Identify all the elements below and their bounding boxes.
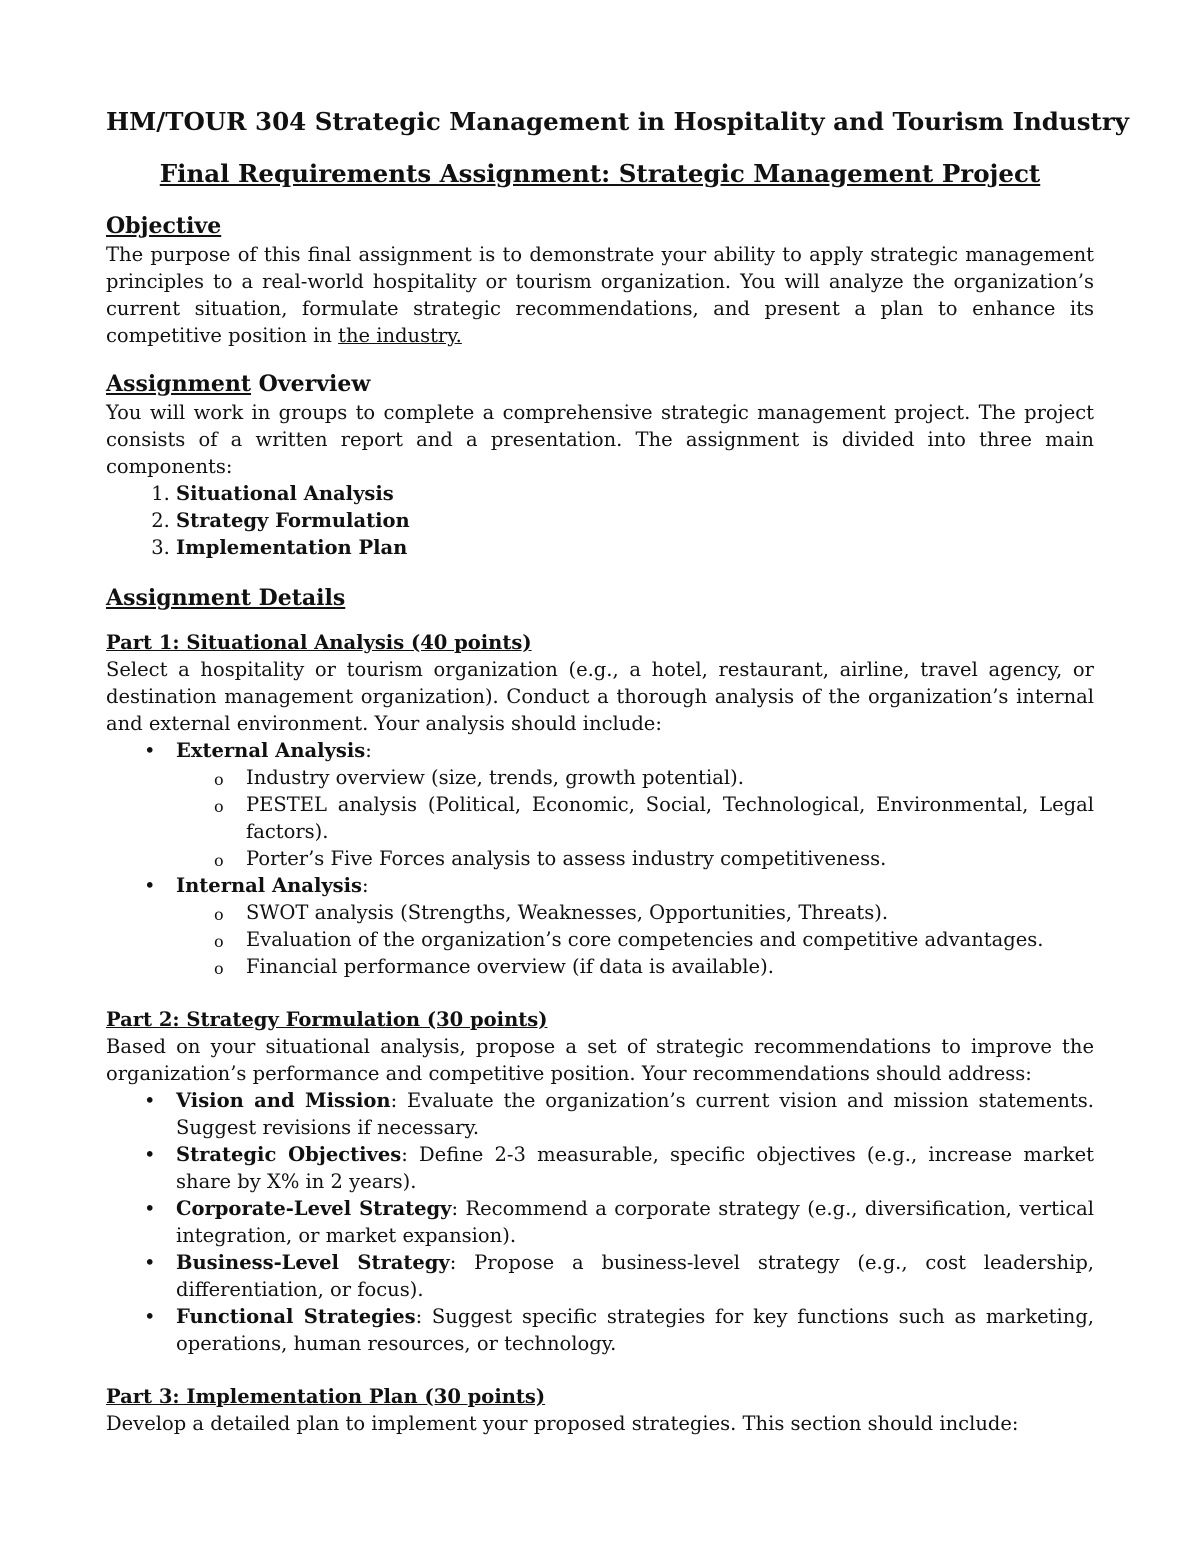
list-item <box>144 1303 1094 1357</box>
bullet-glyph: • <box>144 1089 156 1112</box>
overview-heading-rest: Overview <box>251 371 371 397</box>
part3-intro: Develop a detailed plan to implement your proposed strategies. This section should include: <box>106 1412 1019 1435</box>
strategy-item-label: Functional Strategies <box>176 1305 416 1328</box>
component-item: 3. Implementation Plan <box>176 534 1094 561</box>
details-heading <box>106 583 1094 613</box>
strategy-item-label: Corporate-Level Strategy <box>176 1197 452 1220</box>
strategy-item-label: Business-Level Strategy <box>176 1251 450 1274</box>
sub-bullet-glyph: o <box>214 959 224 978</box>
objective-paragraph <box>106 241 1094 349</box>
part2-heading: Part 2: Strategy Formulation (30 points) <box>106 1008 548 1031</box>
part2-strategy-list <box>106 1087 1094 1357</box>
objective-heading-text: Objective <box>106 213 222 239</box>
strategy-item-text: : Recommend a corporate strategy (e.g., diversification, vertical integration, or market expansion). <box>176 1197 1094 1247</box>
assignment-subtitle: Final Requirements Assignment: Strategic Management Project <box>159 159 1041 188</box>
part1-heading: Part 1: Situational Analysis (40 points) <box>106 631 532 654</box>
strategy-item-label: Vision and Mission <box>176 1089 391 1112</box>
bullet-glyph: • <box>144 1251 156 1274</box>
overview-paragraph: You will work in groups to complete a comprehensive strategic management project. The project consists of a written report and a presentation. The assignment is divided into three main components: <box>106 401 1094 478</box>
sub-list-text: Evaluation of the organization’s core competencies and competitive advantages. <box>246 928 1044 951</box>
list-item <box>144 1087 1094 1141</box>
sub-list-item <box>214 791 1094 845</box>
objective-underlined-text: the industry. <box>338 324 462 347</box>
sub-list-item <box>214 953 1094 980</box>
component-item: 1. Situational Analysis <box>176 480 1094 507</box>
document-title: HM/TOUR 304 Strategic Management in Hospitality and Tourism Industry <box>106 107 1129 136</box>
component-item: 2. Strategy Formulation <box>176 507 1094 534</box>
objective-heading <box>106 211 1094 241</box>
sub-bullet-glyph: o <box>214 797 224 816</box>
internal-analysis-sublist <box>176 899 1094 980</box>
strategy-item-label: Strategic Objectives <box>176 1143 402 1166</box>
strategy-item-text: : Suggest specific strategies for key functions such as marketing, operations, human resources, or technology. <box>176 1305 1094 1355</box>
part1-intro: Select a hospitality or tourism organization (e.g., a hotel, restaurant, airline, travel agency, or destination management organization). Conduct a thorough analysis of the organization’s internal and external environment. Your analysis should include: <box>106 658 1094 735</box>
external-analysis-sublist <box>176 764 1094 872</box>
sub-list-text: PESTEL analysis (Political, Economic, Social, Technological, Environmental, Legal factors). <box>246 793 1094 843</box>
colon: : <box>362 874 369 897</box>
sub-list-item <box>214 764 1094 791</box>
part3-heading: Part 3: Implementation Plan (30 points) <box>106 1385 546 1408</box>
part2-intro: Based on your situational analysis, propose a set of strategic recommendations to improve the organization’s performance and competitive position. Your recommendations should address: <box>106 1035 1094 1085</box>
bullet-glyph: • <box>144 1143 156 1166</box>
bullet-glyph: • <box>144 1305 156 1328</box>
external-analysis-label: External Analysis <box>176 739 366 762</box>
sub-list-text: Industry overview (size, trends, growth potential). <box>246 766 744 789</box>
overview-heading-underlined: Assignment <box>106 371 252 397</box>
sub-list-item <box>214 845 1094 872</box>
list-item <box>144 872 1094 980</box>
objective-text: The purpose of this final assignment is to demonstrate your ability to apply strategic management principles to a real-world hospitality or tourism organization. You will analyze the organization’s current situation, formulate strategic recommendations, and present a plan to enhance its competitive position in <box>106 243 1094 347</box>
part1-analysis-list <box>106 737 1094 980</box>
list-item <box>144 1195 1094 1249</box>
list-item <box>144 1141 1094 1195</box>
strategy-item-text: : Evaluate the organization’s current vision and mission statements. Suggest revisions if necessary. <box>176 1089 1094 1139</box>
sub-bullet-glyph: o <box>214 770 224 789</box>
list-item <box>144 737 1094 872</box>
overview-heading <box>106 369 1094 399</box>
colon: : <box>365 739 372 762</box>
sub-list-text: Porter’s Five Forces analysis to assess industry competitiveness. <box>246 847 887 870</box>
bullet-glyph: • <box>144 874 156 897</box>
strategy-item-text: : Propose a business-level strategy (e.g., cost leadership, differentiation, or focus). <box>176 1251 1094 1301</box>
document-page <box>106 105 1129 1437</box>
sub-list-item <box>214 926 1094 953</box>
internal-analysis-label: Internal Analysis <box>176 874 363 897</box>
bullet-glyph: • <box>144 1197 156 1220</box>
sub-bullet-glyph: o <box>214 905 224 924</box>
sub-bullet-glyph: o <box>214 851 224 870</box>
sub-list-text: Financial performance overview (if data is available). <box>246 955 774 978</box>
list-item <box>144 1249 1094 1303</box>
sub-bullet-glyph: o <box>214 932 224 951</box>
bullet-glyph: • <box>144 739 156 762</box>
strategy-item-text: : Define 2-3 measurable, specific objectives (e.g., increase market share by X% in 2 years). <box>176 1143 1094 1193</box>
sub-list-item <box>214 899 1094 926</box>
components-list <box>106 480 1094 561</box>
sub-list-text: SWOT analysis (Strengths, Weaknesses, Opportunities, Threats). <box>246 901 889 924</box>
details-heading-text: Assignment Details <box>106 585 346 611</box>
